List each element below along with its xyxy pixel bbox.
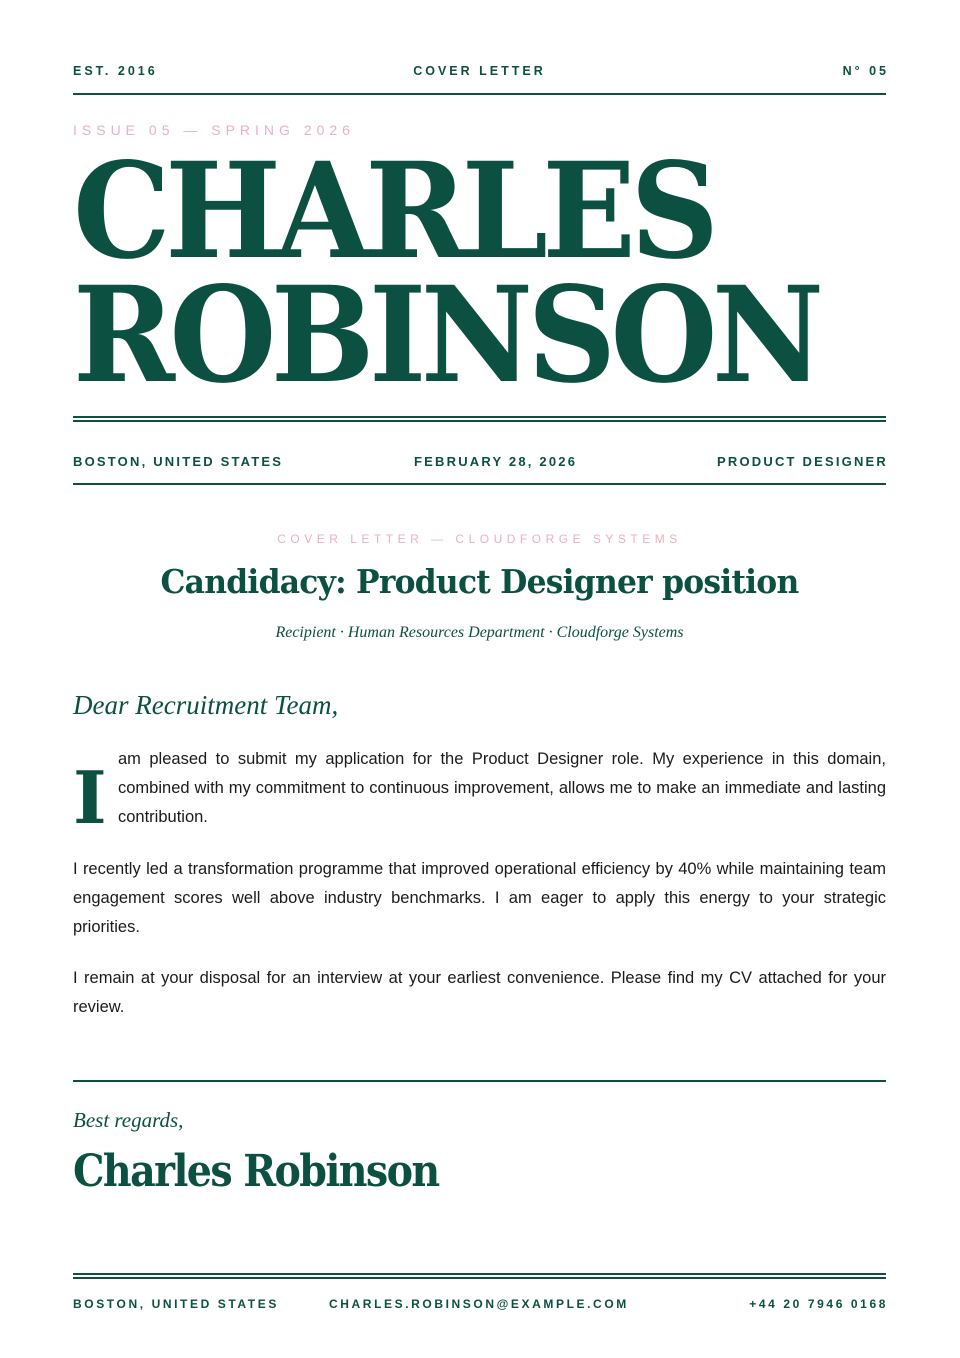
paragraph-1-text: am pleased to submit my application for the Product Designer role. My experience in this domain, combined with my commitment to continuous improvement, allows me to make an immediate and lasting contribution. [118,750,886,826]
footer-double-divider [73,1273,886,1279]
issue-number-label: N° 05 [842,64,889,78]
info-location: BOSTON, UNITED STATES [73,454,284,469]
footer-email[interactable]: CHARLES.ROBINSON@EXAMPLE.COM [329,1297,629,1311]
footer-location: BOSTON, UNITED STATES [73,1297,279,1311]
info-bar [73,454,886,472]
signature-name: Charles Robinson [73,1146,439,1197]
document-type-label: COVER LETTER [413,64,546,78]
footer-phone[interactable]: +44 20 7946 0168 [749,1297,888,1311]
masthead-divider [73,93,886,95]
closing-phrase: Best regards, [73,1108,184,1132]
letter-kicker: COVER LETTER — CLOUDFORGE SYSTEMS [277,532,682,546]
footer [73,1297,886,1313]
established-label: EST. 2016 [73,64,158,78]
paragraph-1 [73,745,886,840]
masthead [73,64,889,82]
info-bar-divider [73,483,886,485]
info-date: FEBRUARY 28, 2026 [414,454,578,469]
hero-first-name: CHARLES [73,134,714,289]
paragraph-2: I recently led a transformation programme that improved operational efficiency by 40% while maintaining team engagement scores well above industry benchmarks. I am eager to apply this energy to your strategic priorities. [73,860,886,936]
hero-name [73,134,910,413]
letter-recipient: Recipient · Human Resources Department · Cloudforge Systems [275,624,684,641]
issue-line: ISSUE 05 — SPRING 2026 [73,122,355,138]
letter-subject: Candidacy: Product Designer position [160,562,799,601]
salutation: Dear Recruitment Team, [73,690,339,720]
info-role: PRODUCT DESIGNER [717,454,888,469]
paragraph-3: I remain at your disposal for an interview at your earliest convenience. Please find my CV attached for your review. [73,969,886,1016]
closing-divider [73,1080,886,1082]
hero-last-name: ROBINSON [73,258,819,413]
drop-cap: I [73,755,107,840]
hero-double-divider [73,416,886,422]
